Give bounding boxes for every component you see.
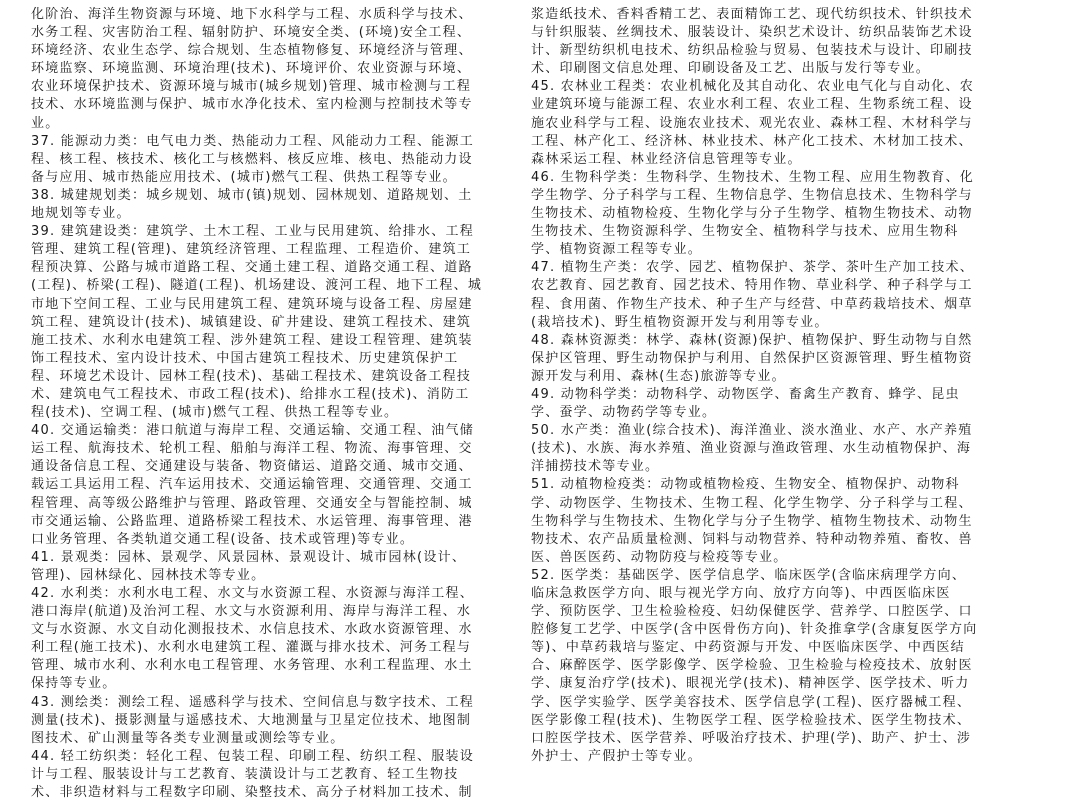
text-line: 48. 森林资源类：林学、森林(资源)保护、植物保护、野生动物与自然: [531, 332, 973, 348]
text-line: 保持等专业。: [31, 676, 117, 692]
text-line: 图技术、矿山测量等各类专业测量或测绘等专业。: [31, 730, 345, 746]
text-line: 等)、中草药栽培与鉴定、中药资源与开发、中医临床医学、中西医结: [531, 640, 965, 656]
text-line: 业建筑环境与能源工程、农业水利工程、农业工程、生物系统工程、设: [531, 97, 973, 113]
text-line: 学、植物资源工程等专业。: [531, 242, 703, 258]
text-line: 43. 测绘类：测绘工程、遥感科学与技术、空间信息与数字技术、工程: [31, 694, 475, 710]
text-line: 45. 农林业工程类：农业机械化及其自动化、农业电气化与自动化、农: [531, 79, 975, 95]
text-line: 工程、林产化工、经济林、林业技术、林产化工技术、木材加工技术、: [531, 133, 973, 149]
text-line: 口业务管理、各类轨道交通工程(设备、技术或管理)等专业。: [31, 531, 415, 547]
text-line: 程、环境艺术设计、园林工程(技术)、基础工程技术、建筑设备工程技: [31, 368, 472, 384]
text-line: 管理、城市水利、水利水电工程管理、水务管理、水利工程监理、水土: [31, 658, 473, 674]
text-line: 医学影像工程(技术)、生物医学工程、医学检验技术、医学生物技术、: [531, 712, 972, 728]
text-line: 通设备信息工程、交通建设与装备、物资储运、道路交通、城市交通、: [31, 459, 473, 475]
text-line: 生物技术、生物资源科学、生物安全、植物科学与技术、应用生物科: [531, 224, 959, 240]
text-line: 生物科学与生物技术、生物化学与分子生物学、植物生物技术、动物生: [531, 513, 973, 529]
text-line: 洋捕捞技术等专业。: [531, 459, 660, 475]
text-line: 临床急救医学方向、眼与视光学方向、放疗方向等)、中西医临床医: [531, 586, 951, 601]
text-line: 施工技术、水利水电建筑工程、涉外建筑工程、建设工程管理、建筑装: [31, 332, 473, 348]
text-line: 地规划等专业。: [31, 206, 131, 222]
text-line: 46. 生物科学类：生物科学、生物技术、生物工程、应用生物教育、化: [531, 169, 975, 185]
text-line: 市地下空间工程、工业与民用建筑工程、建筑环境与设备工程、房屋建: [31, 296, 473, 312]
text-line: 47. 植物生产类：农学、园艺、植物保护、茶学、茶叶生产加工技术、: [531, 260, 975, 276]
text-line: 术、印刷图文信息处理、印刷设备及工艺、出版与发行等专业。: [531, 61, 931, 77]
text-line: 学、康复治疗学(技术)、眼视光学(技术)、精神医学、医学技术、听力: [531, 676, 970, 692]
text-line: 饰工程技术、室内设计技术、中国古建筑工程技术、历史建筑保护工: [31, 350, 459, 366]
text-line: 生物技术、动植物检疫、生物化学与分子生物学、植物生物技术、动物: [531, 206, 973, 222]
text-line: 44. 轻工纺织类：轻化工程、包装工程、印刷工程、纺织工程、服装设: [31, 748, 475, 764]
text-line: 利工程(施工技术)、水利水电建筑工程、灌溉与排水技术、河务工程与: [31, 640, 472, 656]
text-line: 计与工程、服装设计与工艺教育、装潢设计与工艺教育、轻工生物技: [31, 766, 459, 782]
text-line: 森林采运工程、林业经济信息管理等专业。: [531, 151, 802, 167]
text-line: 42. 水利类：水利水电工程、水文与水资源工程、水资源与海洋工程、: [31, 586, 475, 601]
text-line: 程、食用菌、作物生产技术、种子生产与经营、中草药栽培技术、烟草: [531, 296, 973, 312]
text-line: 37. 能源动力类：电气电力类、热能动力工程、风能动力工程、能源工: [31, 133, 475, 149]
text-line: 合、麻醉医学、医学影像学、医学检验、卫生检验与检疫技术、放射医: [531, 658, 973, 674]
text-line: 程预决算、公路与城市道路工程、交通土建工程、道路交通工程、道路: [31, 260, 473, 276]
text-line: 医、兽医医药、动物防疫与检疫等专业。: [531, 549, 788, 565]
text-line: 管理、建筑工程(管理)、建筑经济管理、工程监理、工程造价、建筑工: [31, 242, 472, 258]
text-line: 学、医学实验学、医学美容技术、医学信息学(工程)、医疗器械工程、: [531, 694, 972, 710]
text-line: 备与应用、城市热能应用技术、(城市)燃气工程、供热工程等专业。: [31, 169, 457, 185]
text-line: 文与水资源、水文自动化测报技术、水信息技术、水政水资源管理、水: [31, 622, 473, 638]
text-line: 程管理、高等级公路维护与管理、路政管理、交通安全与智能控制、城: [31, 495, 473, 511]
text-line: 程、核工程、核技术、核化工与核燃料、核反应堆、核电、热能动力设: [31, 151, 473, 167]
text-line: 口腔医学技术、医学营养、呼吸治疗技术、护理(学)、助产、护士、涉: [531, 730, 972, 746]
text-line: (栽培技术)、野生植物资源开发与利用等专业。: [531, 314, 829, 330]
text-line: 业。: [31, 115, 60, 131]
text-line: 施农业科学与工程、设施农业技术、观光农业、森林工程、木材科学与: [531, 115, 973, 131]
left-column: [31, 6, 507, 802]
text-line: 38. 城建规划类：城乡规划、城市(镇)规划、园林规划、道路规划、土: [31, 187, 473, 203]
text-line: 筑工程、建筑设计(技术)、城镇建设、矿井建设、建筑工程技术、建筑: [31, 314, 472, 330]
text-line: 浆造纸技术、香料香精工艺、表面精饰工艺、现代纺织技术、针织技术: [531, 7, 973, 22]
text-line: 学、预防医学、卫生检验检疫、妇幼保健医学、营养学、口腔医学、口: [531, 604, 973, 620]
text-line: 51. 动植物检疫类：动物或植物检疫、生物安全、植物保护、动物科: [531, 477, 960, 493]
text-line: (工程)、桥梁(工程)、隧道(工程)、机场建设、渡河工程、地下工程、城: [31, 278, 483, 294]
text-line: (技术)、水族、海水养殖、渔业资源与渔政管理、水生动植物保护、海: [531, 441, 972, 457]
text-line: 物技术、农产品质量检测、饲料与动物营养、特种动物养殖、畜牧、兽: [531, 531, 973, 547]
text-line: 学生物学、分子科学与工程、生物信息学、生物信息技术、生物科学与: [531, 187, 973, 203]
text-line: 52. 医学类：基础医学、医学信息学、临床医学(含临床病理学方向、: [531, 567, 967, 583]
text-line: 管理)、园林绿化、园林技术等专业。: [31, 567, 266, 583]
text-line: 农业环境保护技术、资源环境与城市(城乡规划)管理、城市检测与工程: [31, 79, 472, 95]
text-line: 外护士、产假护士等专业。: [531, 748, 703, 764]
text-line: 与针织服装、丝绸技术、服装设计、染织艺术设计、纺织品装饰艺术设: [531, 25, 973, 41]
text-line: 环境监察、环境监测、环境治理(技术)、环境评价、农业资源与环境、: [31, 61, 472, 77]
text-line: 载运工具运用工程、汽车运用技术、交通运输管理、交通管理、交通工: [31, 477, 473, 493]
text-line: 港口海岸(航道)及治河工程、水文与水资源利用、海岸与海洋工程、水: [31, 604, 472, 620]
text-line: 腔修复工艺学、中医学(含中医骨伤方向)、针灸推拿学(含康复医学方向: [531, 622, 978, 638]
text-line: 水务工程、灾害防治工程、辐射防护、环境安全类、(环境)安全工程、: [31, 25, 472, 41]
text-line: 保护区管理、野生动物保护与利用、自然保护区资源管理、野生植物资: [531, 350, 973, 366]
text-line: 49. 动物科学类：动物科学、动物医学、畜禽生产教育、蜂学、昆虫: [531, 386, 960, 402]
text-line: 学、蚕学、动物药学等专业。: [531, 405, 717, 421]
text-line: 程(技术)、空调工程、(城市)燃气工程、供热工程等专业。: [31, 405, 399, 421]
text-line: 术、非织造材料与工程数字印刷、染整技术、高分子材料加工技术、制: [31, 785, 473, 801]
text-line: 技术、水环境监测与保护、城市水净化技术、室内检测与控制技术等专: [31, 97, 473, 113]
right-column: [531, 6, 1007, 766]
text-line: 50. 水产类：渔业(综合技术)、海洋渔业、淡水渔业、水产、水产养殖: [531, 423, 973, 439]
text-line: 40. 交通运输类：港口航道与海岸工程、交通运输、交通工程、油气储: [31, 423, 475, 439]
text-line: 环境经济、农业生态学、综合规划、生态植物修复、环境经济与管理、: [31, 43, 473, 59]
text-line: 测量(技术)、摄影测量与遥感技术、大地测量与卫星定位技术、地图制: [31, 712, 472, 728]
text-line: 41. 景观类：园林、景观学、风景园林、景观设计、城市园林(设计、: [31, 549, 467, 565]
text-line: 学、动物医学、生物技术、生物工程、化学生物学、分子科学与工程、: [531, 495, 973, 511]
text-line: 化阶治、海洋生物资源与环境、地下水科学与工程、水质科学与技术、: [31, 7, 473, 22]
text-line: 计、新型纺织机电技术、纺织品检验与贸易、包装技术与设计、印刷技: [531, 43, 973, 59]
text-line: 39. 建筑建设类：建筑学、土木工程、工业与民用建筑、给排水、工程: [31, 224, 475, 240]
text-line: 运工程、航海技术、轮机工程、船舶与海洋工程、物流、海事管理、交: [31, 441, 473, 457]
text-line: 市交通运输、公路监理、道路桥梁工程技术、水运管理、海事管理、港: [31, 513, 473, 529]
text-line: 农艺教育、园艺教育、园艺技术、特用作物、草业科学、种子科学与工: [531, 278, 973, 294]
text-line: 源开发与利用、森林(生态)旅游等专业。: [531, 368, 786, 384]
text-line: 术、建筑电气工程技术、市政工程(技术)、给排水工程(技术)、消防工: [31, 386, 470, 402]
